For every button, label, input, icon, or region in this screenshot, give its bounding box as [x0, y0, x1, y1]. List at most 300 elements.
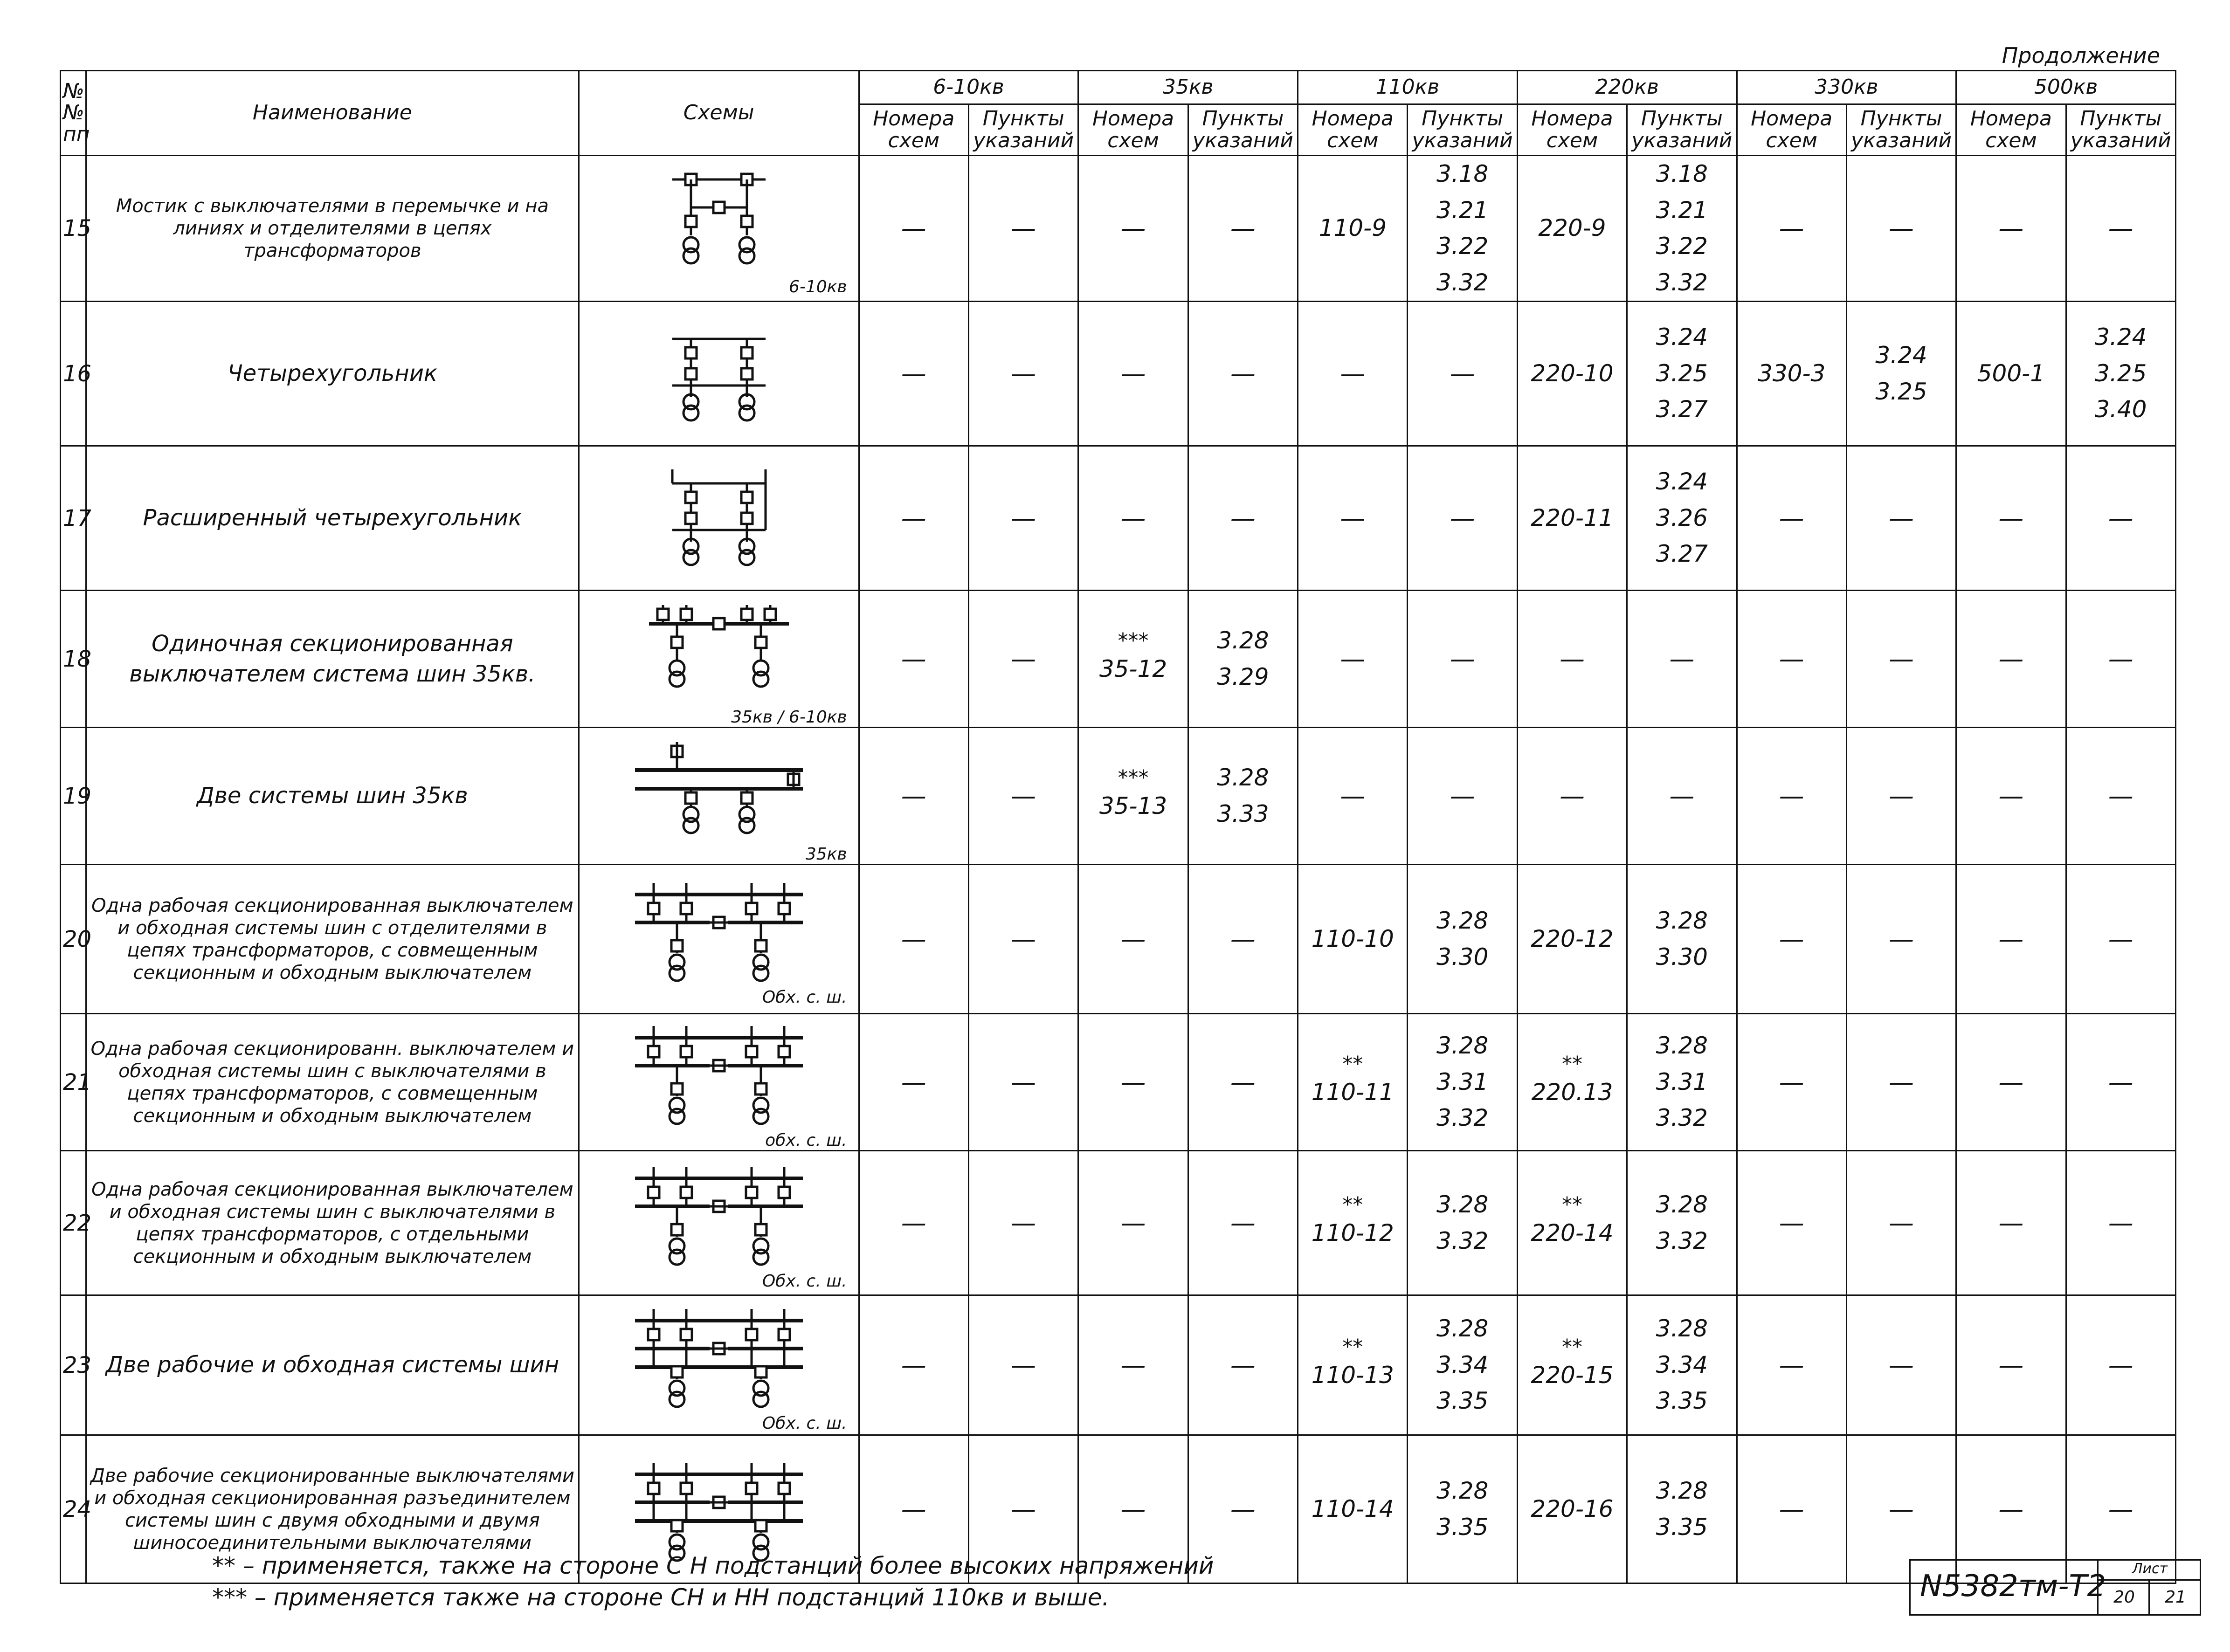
value-cell: [1737, 1295, 1846, 1435]
scheme-voltage-label: 35кв / 6-10кв: [731, 708, 847, 727]
header-scheme-numbers: Номера схем: [859, 104, 968, 156]
value-cell: [1298, 865, 1408, 1014]
cell-value: —: [901, 503, 926, 533]
cell-value: —: [1998, 1067, 2024, 1097]
cell-value: 3.28 3.34 3.35: [1436, 1315, 1489, 1415]
cell-value: 3.28 3.34 3.35: [1656, 1315, 1708, 1415]
sheet-label: Лист: [2097, 1561, 2201, 1581]
cell-value: 3.24 3.25 3.40: [2095, 324, 2147, 423]
value-cell: [1078, 446, 1188, 591]
cell-value: —: [1998, 644, 2024, 674]
scheme-voltage-label: 6-10кв: [788, 277, 847, 296]
header-voltage-110: 110кв: [1298, 71, 1518, 104]
value-cell: [1737, 591, 1846, 728]
value-cell: [1737, 302, 1846, 446]
row-number: 24: [61, 1435, 86, 1583]
value-cell: [1737, 728, 1846, 865]
cell-value: —: [1450, 358, 1475, 388]
value-cell: [1737, 1014, 1846, 1151]
value-cell: [1846, 302, 1956, 446]
footnote-mark: **: [1342, 1052, 1363, 1076]
cell-value: 220-14: [1531, 1219, 1614, 1246]
cell-value: 110-12: [1311, 1219, 1394, 1246]
value-cell: [859, 1295, 968, 1435]
header-schemes: Схемы: [579, 71, 859, 156]
cell-value: —: [1559, 781, 1585, 811]
value-cell: [968, 302, 1078, 446]
value-cell: [2066, 1295, 2175, 1435]
footnote-mark: **: [1342, 1192, 1363, 1217]
cell-value: —: [1779, 1494, 1804, 1524]
scheme-diagram: [579, 1014, 859, 1151]
cell-value: 110-13: [1311, 1361, 1394, 1389]
cell-value: —: [901, 644, 926, 674]
value-cell: [1737, 156, 1846, 302]
value-cell: [1627, 446, 1737, 591]
cell-value: 110-11: [1311, 1078, 1394, 1106]
separate-sectional-bypass-scheme-icon: [581, 1155, 856, 1272]
cell-value: —: [1779, 1208, 1804, 1238]
header-scheme-numbers: Номера схем: [1078, 104, 1188, 156]
header-row-number: №№ пп: [61, 71, 86, 156]
cell-value: —: [1230, 924, 1256, 954]
cell-value: —: [901, 1067, 926, 1097]
cell-value: —: [1011, 358, 1036, 388]
cell-value: —: [1450, 781, 1475, 811]
value-cell: [1408, 156, 1517, 302]
two-working-bypass-bus-scheme-icon: [581, 1297, 856, 1414]
value-cell: [1627, 156, 1737, 302]
extended-quadrangle-scheme-icon: [581, 460, 856, 577]
scheme-name: Расширенный четырехугольник: [86, 446, 579, 591]
value-cell: [1846, 446, 1956, 591]
cell-value: —: [1998, 213, 2024, 243]
cell-value: 35-13: [1099, 792, 1167, 819]
cell-value: —: [1120, 1208, 1146, 1238]
cell-value: —: [901, 1350, 926, 1380]
scheme-diagram: [579, 302, 859, 446]
cell-value: —: [1230, 1350, 1256, 1380]
cell-value: 110-14: [1311, 1495, 1394, 1522]
value-cell: [1408, 1435, 1517, 1583]
cell-value: —: [1340, 358, 1366, 388]
cell-value: 3.28 3.31 3.32: [1656, 1032, 1708, 1132]
cell-value: —: [2108, 644, 2133, 674]
sectioned-bypass-bus-scheme-icon: [581, 871, 856, 988]
value-cell: [1737, 1151, 1846, 1295]
value-cell: [859, 302, 968, 446]
cell-value: —: [1998, 503, 2024, 533]
cell-value: —: [1011, 213, 1036, 243]
header-voltage-35: 35кв: [1078, 71, 1298, 104]
scheme-diagram: [579, 156, 859, 302]
value-cell: [1737, 1435, 1846, 1583]
cell-value: —: [1889, 924, 1914, 954]
cell-value: —: [2108, 1208, 2133, 1238]
value-cell: [968, 446, 1078, 591]
value-cell: [1188, 1295, 1298, 1435]
value-cell: [1298, 1151, 1408, 1295]
value-cell: [968, 1014, 1078, 1151]
value-cell: [968, 728, 1078, 865]
scheme-diagram: [579, 1295, 859, 1435]
value-cell: [1298, 1014, 1408, 1151]
value-cell: [1188, 446, 1298, 591]
value-cell: [859, 156, 968, 302]
scheme-name: Одиночная секционированная выключателем система шин 35кв.: [86, 591, 579, 728]
cell-value: —: [1889, 213, 1914, 243]
value-cell: [1737, 865, 1846, 1014]
cell-value: —: [1011, 503, 1036, 533]
header-name: Наименование: [86, 71, 579, 156]
cell-value: 3.24 3.26 3.27: [1656, 468, 1708, 568]
cell-value: —: [2108, 1067, 2133, 1097]
schemes-table: [60, 70, 2176, 1584]
footnote-mark: **: [1561, 1335, 1582, 1359]
table-row: [61, 1295, 2176, 1435]
table-row: [61, 302, 2176, 446]
row-number: 18: [61, 591, 86, 728]
value-cell: [1298, 446, 1408, 591]
value-cell: [1956, 1151, 2066, 1295]
value-cell: [1627, 1295, 1737, 1435]
scheme-name: Четырехугольник: [86, 302, 579, 446]
cell-value: —: [1230, 358, 1256, 388]
value-cell: [968, 156, 1078, 302]
cell-value: —: [1120, 213, 1146, 243]
cell-value: —: [1120, 1067, 1146, 1097]
header-instruction-points: Пункты указаний: [1408, 104, 1517, 156]
value-cell: [968, 1151, 1078, 1295]
cell-value: —: [1889, 644, 1914, 674]
cell-value: —: [901, 924, 926, 954]
sheet-number-b: 21: [2148, 1581, 2201, 1614]
scheme-voltage-label: обх. с. ш.: [765, 1131, 847, 1150]
value-cell: [1846, 156, 1956, 302]
bridge-scheme-icon: [581, 161, 856, 277]
cell-value: —: [1669, 644, 1695, 674]
scheme-name: Одна рабочая секционированная выключателем и обходная системы шин с выключателями в цепях трансформаторов, с отдельными секционным и обходным выключателем: [86, 1151, 579, 1295]
header-scheme-numbers: Номера схем: [1517, 104, 1627, 156]
value-cell: [1078, 728, 1188, 865]
value-cell: [1846, 728, 1956, 865]
value-cell: [859, 1014, 968, 1151]
value-cell: [1627, 591, 1737, 728]
cell-value: —: [901, 358, 926, 388]
value-cell: [2066, 728, 2175, 865]
footnote-mark: **: [1561, 1052, 1582, 1076]
cell-value: 3.28 3.31 3.32: [1436, 1032, 1489, 1132]
cell-value: —: [1779, 644, 1804, 674]
header-instruction-points: Пункты указаний: [968, 104, 1078, 156]
scheme-voltage-label: Обх. с. ш.: [762, 1414, 847, 1433]
header-voltage-500: 500кв: [1956, 71, 2176, 104]
value-cell: [1298, 1435, 1408, 1583]
value-cell: [2066, 865, 2175, 1014]
header-scheme-numbers: Номера схем: [1737, 104, 1846, 156]
footnote-mark: **: [1342, 1335, 1363, 1359]
scheme-diagram: [579, 728, 859, 865]
cell-value: 220-12: [1531, 925, 1614, 952]
cell-value: —: [1889, 781, 1914, 811]
document-code: N5382тм-Т2: [1920, 1569, 2106, 1604]
header-scheme-numbers: Номера схем: [1298, 104, 1408, 156]
footnote-double-star: ** – применяется, также на стороне С Н подстанций более высоких напряжений: [212, 1552, 1214, 1579]
value-cell: [1078, 1295, 1188, 1435]
value-cell: [1956, 156, 2066, 302]
value-cell: [1517, 865, 1627, 1014]
value-cell: [1517, 302, 1627, 446]
value-cell: [1298, 156, 1408, 302]
value-cell: [1078, 591, 1188, 728]
quadrangle-scheme-icon: [581, 316, 856, 432]
table-row: [61, 591, 2176, 728]
value-cell: [1408, 1014, 1517, 1151]
scheme-name: Одна рабочая секционированная выключателем и обходная системы шин с отделителями в цепях трансформаторов, с совмещенным секционным и обходным выключателем: [86, 865, 579, 1014]
value-cell: [1846, 865, 1956, 1014]
cell-value: —: [2108, 1350, 2133, 1380]
header-voltage-330: 330кв: [1737, 71, 1956, 104]
value-cell: [1846, 1295, 1956, 1435]
value-cell: [2066, 446, 2175, 591]
header-instruction-points: Пункты указаний: [2066, 104, 2175, 156]
value-cell: [859, 1151, 968, 1295]
cell-value: —: [1011, 1067, 1036, 1097]
cell-value: —: [2108, 503, 2133, 533]
cell-value: —: [1889, 1067, 1914, 1097]
cell-value: —: [1998, 924, 2024, 954]
cell-value: —: [2108, 1494, 2133, 1524]
value-cell: [1188, 728, 1298, 865]
scheme-diagram: [579, 446, 859, 591]
value-cell: [1627, 865, 1737, 1014]
cell-value: 110-10: [1311, 925, 1394, 952]
value-cell: [1956, 1014, 2066, 1151]
scheme-diagram: [579, 1151, 859, 1295]
value-cell: [1408, 865, 1517, 1014]
value-cell: [1408, 728, 1517, 865]
cell-value: 3.28 3.35: [1436, 1477, 1489, 1541]
value-cell: [859, 728, 968, 865]
cell-value: —: [1779, 503, 1804, 533]
value-cell: [1298, 728, 1408, 865]
title-stamp: [1909, 1559, 2201, 1616]
value-cell: [1188, 302, 1298, 446]
value-cell: [859, 865, 968, 1014]
cell-value: —: [1889, 1208, 1914, 1238]
cell-value: 3.28 3.35: [1656, 1477, 1708, 1541]
value-cell: [1517, 591, 1627, 728]
value-cell: [1627, 1435, 1737, 1583]
value-cell: [1078, 302, 1188, 446]
value-cell: [1627, 302, 1737, 446]
row-number: 21: [61, 1014, 86, 1151]
header-scheme-numbers: Номера схем: [1956, 104, 2066, 156]
table-row: [61, 1151, 2176, 1295]
cell-value: 220-16: [1531, 1495, 1614, 1522]
cell-value: —: [1450, 503, 1475, 533]
value-cell: [1517, 1151, 1627, 1295]
scheme-voltage-label: Обх. с. ш.: [762, 988, 847, 1007]
value-cell: [1188, 156, 1298, 302]
cell-value: —: [1011, 1208, 1036, 1238]
value-cell: [1188, 1014, 1298, 1151]
value-cell: [1408, 446, 1517, 591]
scheme-name: Мостик с выключателями в перемычке и на линиях и отделителями в цепях трансформаторов: [86, 156, 579, 302]
cell-value: —: [1340, 644, 1366, 674]
cell-value: 3.24 3.25: [1875, 342, 1927, 405]
cell-value: 35-12: [1099, 655, 1167, 682]
cell-value: —: [1998, 1494, 2024, 1524]
double-bus-scheme-icon: [581, 728, 856, 845]
scheme-diagram: [579, 865, 859, 1014]
value-cell: [1517, 1295, 1627, 1435]
table-row: [61, 156, 2176, 302]
cell-value: —: [1011, 781, 1036, 811]
value-cell: [1298, 591, 1408, 728]
value-cell: [2066, 302, 2175, 446]
value-cell: [1956, 591, 2066, 728]
cell-value: —: [1998, 1350, 2024, 1380]
value-cell: [1517, 156, 1627, 302]
value-cell: [1956, 865, 2066, 1014]
footnote-mark: **: [1561, 1192, 1582, 1217]
value-cell: [1956, 302, 2066, 446]
table-row: [61, 1014, 2176, 1151]
cell-value: —: [901, 1494, 926, 1524]
scheme-name: Две системы шин 35кв: [86, 728, 579, 865]
header-voltage-220: 220кв: [1517, 71, 1737, 104]
cell-value: —: [1230, 213, 1256, 243]
value-cell: [1078, 865, 1188, 1014]
cell-value: —: [1230, 1067, 1256, 1097]
cell-value: 220.13: [1531, 1078, 1613, 1106]
value-cell: [1408, 591, 1517, 728]
row-number: 23: [61, 1295, 86, 1435]
cell-value: —: [1779, 1350, 1804, 1380]
cell-value: 220-11: [1531, 504, 1614, 531]
value-cell: [1517, 1435, 1627, 1583]
value-cell: [1078, 1014, 1188, 1151]
value-cell: [1956, 728, 2066, 865]
cell-value: —: [1779, 213, 1804, 243]
cell-value: —: [2108, 781, 2133, 811]
value-cell: [2066, 1151, 2175, 1295]
value-cell: [1408, 1151, 1517, 1295]
sectioned-bypass-bus-breakers-scheme-icon: [581, 1014, 856, 1131]
cell-value: —: [1669, 781, 1695, 811]
row-number: 19: [61, 728, 86, 865]
value-cell: [1846, 591, 1956, 728]
value-cell: [1408, 1295, 1517, 1435]
value-cell: [1846, 1151, 1956, 1295]
cell-value: 220-10: [1531, 359, 1614, 387]
cell-value: —: [1120, 503, 1146, 533]
cell-value: 220-15: [1531, 1361, 1614, 1389]
cell-value: —: [2108, 924, 2133, 954]
two-sectioned-working-bypass-scheme-icon: [581, 1451, 856, 1568]
value-cell: [1846, 1014, 1956, 1151]
row-number: 17: [61, 446, 86, 591]
cell-value: 220-9: [1538, 214, 1606, 242]
value-cell: [1408, 302, 1517, 446]
cell-value: —: [1889, 1494, 1914, 1524]
row-number: 16: [61, 302, 86, 446]
table-row: [61, 446, 2176, 591]
cell-value: 3.28 3.32: [1656, 1191, 1708, 1254]
value-cell: [1517, 728, 1627, 865]
table-row: [61, 865, 2176, 1014]
value-cell: [1517, 446, 1627, 591]
cell-value: —: [1889, 1350, 1914, 1380]
cell-value: —: [1120, 358, 1146, 388]
cell-value: —: [1230, 1208, 1256, 1238]
cell-value: —: [1011, 1494, 1036, 1524]
single-sectioned-bus-scheme-icon: [581, 591, 856, 708]
cell-value: —: [901, 1208, 926, 1238]
cell-value: —: [1450, 644, 1475, 674]
cell-value: —: [901, 781, 926, 811]
footnote-mark: ***: [1118, 765, 1149, 790]
value-cell: [1298, 302, 1408, 446]
cell-value: —: [1340, 781, 1366, 811]
value-cell: [1627, 1151, 1737, 1295]
cell-value: 3.18 3.21 3.22 3.32: [1656, 160, 1708, 296]
scheme-voltage-label: Обх. с. ш.: [762, 1272, 847, 1291]
cell-value: —: [1011, 644, 1036, 674]
cell-value: —: [1230, 503, 1256, 533]
value-cell: [859, 446, 968, 591]
cell-value: —: [1120, 1494, 1146, 1524]
value-cell: [1517, 1014, 1627, 1151]
cell-value: 3.28 3.30: [1656, 907, 1708, 971]
cell-value: 110-9: [1319, 214, 1387, 242]
cell-value: —: [1011, 924, 1036, 954]
cell-value: —: [901, 213, 926, 243]
value-cell: [968, 865, 1078, 1014]
scheme-name: Две рабочие и обходная системы шин: [86, 1295, 579, 1435]
cell-value: —: [1889, 503, 1914, 533]
value-cell: [968, 1295, 1078, 1435]
scheme-diagram: [579, 591, 859, 728]
cell-value: —: [1120, 1350, 1146, 1380]
value-cell: [1627, 1014, 1737, 1151]
value-cell: [2066, 1014, 2175, 1151]
cell-value: —: [1779, 924, 1804, 954]
header-instruction-points: Пункты указаний: [1188, 104, 1298, 156]
value-cell: [968, 591, 1078, 728]
header-instruction-points: Пункты указаний: [1846, 104, 1956, 156]
cell-value: 3.28 3.33: [1217, 764, 1269, 827]
cell-value: —: [1559, 644, 1585, 674]
sheet-number-a: 20: [2097, 1581, 2150, 1614]
header-instruction-points: Пункты указаний: [1627, 104, 1737, 156]
row-number: 20: [61, 865, 86, 1014]
cell-value: —: [1230, 1494, 1256, 1524]
footnote-mark: ***: [1118, 628, 1149, 653]
cell-value: —: [1340, 503, 1366, 533]
value-cell: [1298, 1295, 1408, 1435]
cell-value: —: [1779, 781, 1804, 811]
row-number: 22: [61, 1151, 86, 1295]
value-cell: [1956, 446, 2066, 591]
cell-value: 500-1: [1977, 359, 2045, 387]
cell-value: 3.24 3.25 3.27: [1656, 324, 1708, 423]
continuation-label: Продолжение: [2002, 43, 2160, 68]
cell-value: —: [1998, 781, 2024, 811]
cell-value: 3.18 3.21 3.22 3.32: [1436, 160, 1489, 296]
footnote-triple-star: *** – применяется также на стороне СН и НН подстанций 110кв и выше.: [212, 1584, 1110, 1611]
